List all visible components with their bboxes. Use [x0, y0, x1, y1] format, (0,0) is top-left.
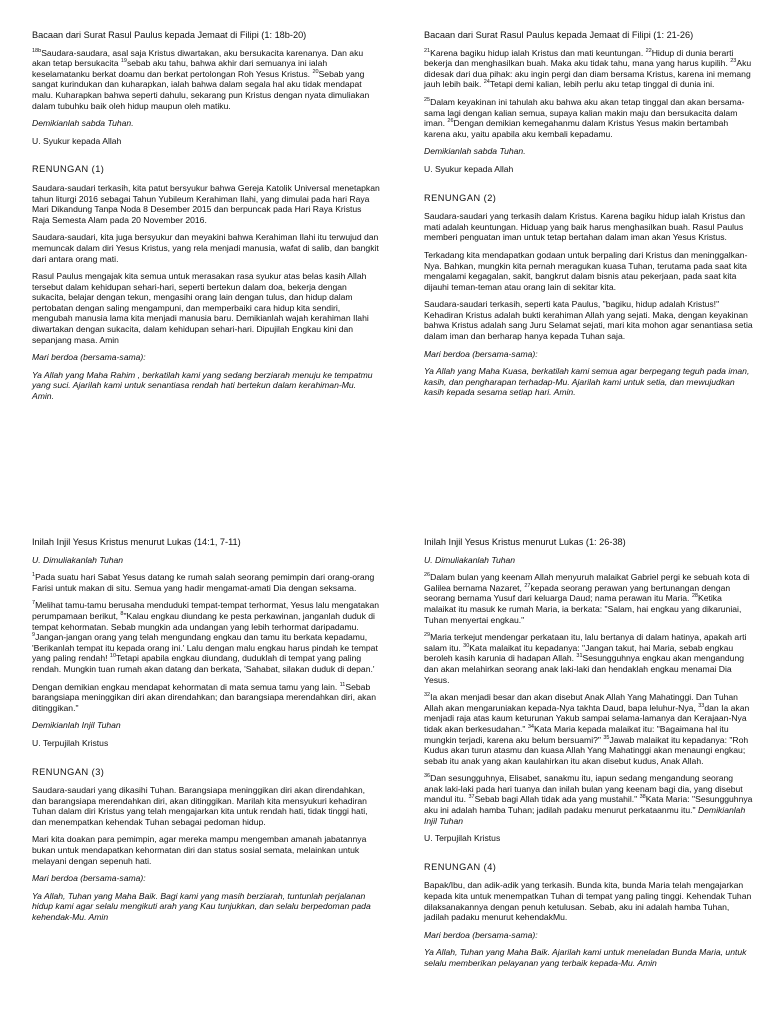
- verse-number: 35: [603, 734, 610, 741]
- paragraph: U. Syukur kepada Allah: [32, 135, 122, 146]
- italic-text: U. Dimuliakanlah Tuhan: [424, 554, 516, 565]
- paragraph: Terkadang kita mendapatkan godaan untuk berpaling dari Kristus dan meninggalkan-Nya. Bahkan, mungkin kita pernah meragukan kuasa Tuhan, terutama pada saat kita mengalami kegagalan, sakit, bangkrut dalam bisnis atau pekerjaan, pada saat kita dijauhi teman-teman atau orang lain di sekitar kita.: [424, 249, 748, 292]
- verse-number: 9: [32, 632, 36, 639]
- paragraph: Rasul Paulus mengajak kita semua untuk merasakan rasa syukur atas belas kasih Allah tersebut dalam kehidupan sehari-hari, seperti bertekun dalam doa, bekerja dengan sukacita, belajar dengan tekun, mengasihi orang lain dengan tulus, dan hidup dalam pertobatan dengan saling mengampuni, dan memperbaiki cara hidup kita sendiri, mengubah manusia lama kita menjadi manusia baru. Demikianlah wajah kerahiman Ilahi diwartakan dengan sukacita, dalam kehidupan sehari-hari. Dipujilah Engkau kini dan sepanjang masa. Amin: [32, 271, 369, 345]
- paragraph: Saudara-saudari yang dikasihi Tuhan. Barangsiapa meninggikan diri akan direndahkan, dan barangsiapa merendahkan diri, akan ditinggikan. Marilah kita mensyukuri kehadiran Tuhan dalam diri Kristus yang telah mengajarkan kita untuk rendah hati, tidak tinggi hati, dan menempatkan kehendak Tuhan sebagai pedoman hidup.: [32, 785, 368, 827]
- paragraph: $^1$Pada suatu hari Sabat Yesus datang ke rumah salah seorang pemimpin dari orang-orang Farisi untuk makan di situ. Semua yang hadir mengamat-amati Dia dengan seksama.: [32, 572, 375, 593]
- verse-number: 26: [447, 118, 454, 125]
- verse-number: 29: [424, 632, 431, 639]
- reflection-heading: RENUNGAN (3): [32, 766, 105, 777]
- verse-number: 11: [339, 681, 346, 688]
- verse-number: 24: [483, 79, 490, 86]
- verse-number: 18b: [32, 47, 42, 54]
- italic-inline: Demikianlah Injil Tuhan: [424, 805, 746, 826]
- verse-number: 23: [730, 58, 737, 65]
- paragraph: $^{26}$Dalam bulan yang keenam Allah menyuruh malaikat Gabriel pergi ke sebuah kota di Galilea bernama Nazaret, $^{27}$kepada seorang perawan yang bertunangan dengan seorang bernama Yusuf dari keluarga Daud; nama perawan itu Maria. $^{28}$Ketika malaikat itu masuk ke rumah Maria, ia berkata: "Salam, hai engkau yang dikaruniai, Tuhan menyertai engkau.": [424, 572, 750, 625]
- italic-text: Ya Allah yang Maha Rahim , berkatilah kami yang sedang berziarah menuju ke tempatmu yang suci. Ajarilah kami untuk senantiasa rendah hati bertekun dalam kerahiman-Mu. Amin.: [32, 369, 373, 402]
- verse-number: 38: [639, 794, 646, 801]
- paragraph: Saudara-saudari terkasih, kita patut bersyukur bahwa Gereja Katolik Universal menetapkan tahun liturgi 2016 sebagai Tahun Yubileum Kerahiman Ilahi, yang dimulai pada hari Raya Mari Dikandung Tanpa Noda 8 Desember 2015 dan berpuncak pada Hari Raya Kristus Raja Semesta Alam pada 20 November 2016.: [32, 182, 380, 225]
- paragraph: $^{25}$Dalam keyakinan ini tahulah aku bahwa aku akan tetap tinggal dan akan bersama-sama lagi dengan kalian semua, supaya kalian makin maju dan bersukacita dalam iman. $^{26}$Dengan demikian kemegahanmu dalam Kristus Yesus makin bertambah karena aku, yaitu apabila aku kembali kepadamu.: [424, 96, 745, 139]
- italic-text: Mari berdoa (bersama-sama):: [424, 929, 538, 940]
- reflection-heading: RENUNGAN (4): [424, 861, 497, 872]
- italic-text: Demikianlah sabda Tuhan.: [424, 146, 526, 157]
- verse-number: 27: [524, 582, 531, 589]
- verse-number: 36: [424, 773, 431, 780]
- paragraph: $^7$Melihat tamu-tamu berusaha menduduki tempat-tempat terhormat, Yesus lalu mengatakan perumpamaan berikut, $^8$"Kalau engkau diundang ke pesta perkawinan, janganlah duduk di tempat kehormatan. Sebab mungkin ada undangan yang lebih terhormat daripadamu. $^9$Jangan-jangan orang yang telah mengundang engkau dan tamu itu berkata kepadamu, 'Berikanlah tempat itu kepada orang ini.' Lalu dengan malu engkau harus pindah ke tempat yang paling rendah! $^{10}$Tetapi apabila engkau diundang, duduklah di tempat yang paling rendah. Mungkin tuan rumah akan datang dan berkata, 'Sahabat, silakan duduk di depan.': [32, 600, 380, 674]
- reading-panel-2: [424, 30, 754, 405]
- verse-number: 31: [576, 653, 583, 660]
- paragraph: U. Syukur kepada Allah: [424, 163, 514, 174]
- paragraph: Saudara-saudari terkasih, seperti kata Paulus, "bagiku, hidup adalah Kristus!" Kehadiran Kristus adalah bukti kerahiman Allah yang sejati. Maka, dengan keyakinan bahwa Kristus adalah sang Juru Selamat sejati, mari kita mohon agar senantiasa setia dalam iman dan berharap hanya kepada Tuhan saja.: [424, 299, 753, 342]
- paragraph: $^{36}$Dan sesungguhnya, Elisabet, sanakmu itu, iapun sedang mengandung seorang anak laki-laki pada hari tuanya dan inilah bulan yang keenam bagi dia, yang disebut mandul itu. $^{37}$Sebab bagi Allah tidak ada yang mustahil." $^{38}$Kata Maria: "Sesungguhnya aku ini adalah hamba Tuhan; jadilah padaku menurut perkataanmu itu." Demikianlah Injil Tuhan: [424, 773, 753, 826]
- italic-text: Demikianlah Injil Tuhan: [32, 720, 121, 731]
- italic-text: Demikianlah sabda Tuhan.: [32, 118, 134, 129]
- verse-number: 37: [468, 794, 475, 801]
- italic-text: Mari berdoa (bersama-sama):: [424, 348, 538, 359]
- italic-text: Mari berdoa (bersama-sama):: [32, 873, 146, 884]
- verse-number: 28: [691, 593, 698, 600]
- italic-text: Ya Allah, Tuhan yang Maha Baik. Ajarilah kami untuk meneladan Bunda Maria, untuk selalu memberikan pelayanan yang terbaik kepada-Mu. Amin: [424, 947, 747, 968]
- reading-title: Bacaan dari Surat Rasul Paulus kepada Jemaat di Filipi (1: 18b-20): [32, 30, 307, 40]
- verse-number: 26: [424, 572, 431, 579]
- reading-title: Inilah Injil Yesus Kristus menurut Lukas (14:1, 7-11): [32, 537, 241, 547]
- verse-number: 21: [424, 47, 431, 54]
- italic-text: U. Dimuliakanlah Tuhan: [32, 554, 124, 565]
- italic-text: Ya Allah, Tuhan yang Maha Baik. Bagi kami yang masih berziarah, tuntunlah perjalanan hidup kami agar selalu mengikuti arah yang Kau tunjukkan, dan selalu berpedoman pada kehendak-Mu. Amin: [32, 890, 371, 923]
- verse-number: 34: [527, 724, 534, 731]
- paragraph: Dengan demikian engkau mendapat kehormatan di mata semua tamu yang lain. $^{11}$Sebab barangsiapa meninggikan diri akan direndahkan; dan barangsiapa merendahkan diri, akan ditinggikan.": [32, 681, 376, 713]
- paragraph: Saudara-saudari, kita juga bersyukur dan meyakini bahwa Kerahiman Ilahi itu terwujud dan memuncak dalam diri Yesus Kristus, yang rela menjadi manusia, wafat di salib, dan bangkit dari antara orang mati.: [32, 232, 379, 264]
- verse-number: 32: [424, 692, 431, 699]
- paragraph: $^{32}$Ia akan menjadi besar dan akan disebut Anak Allah Yang Mahatinggi. Dan Tuhan Allah akan mengaruniakan kepada-Nya takhta Daud, bapa leluhur-Nya, $^{33}$dan Ia akan menjadi raja atas kaum keturunan Yakub sampai selama-lamanya dan Kerajaan-Nya tidak akan berkesudahan." $^{34}$Kata Maria kepada malaikat itu: "Bagaimana hal itu mungkin terjadi, karena aku belum bersuami?" $^{35}$Jawab malaikat itu kepadanya: "Roh Kudus akan turun atasmu dan kuasa Allah Yang Mahatinggi akan menaungi engkau; sebab itu anak yang akan kaulahirkan itu akan disebut kudus, Anak Allah.: [424, 692, 750, 766]
- reading-panel-4: [424, 537, 754, 976]
- paragraph: U. Terpujilah Kristus: [32, 737, 109, 748]
- paragraph: Saudara-saudari yang terkasih dalam Kristus. Karena bagiku hidup ialah Kristus dan mati adalah keuntungan. Hiduap yang baik harus menghasilkan buah. Rasul Paulus memberi penguatan iman untuk tetap bertahan dalam iman akan Yesus Kristus.: [424, 211, 746, 243]
- verse-number: 1: [32, 572, 36, 579]
- reflection-heading: RENUNGAN (1): [32, 164, 105, 175]
- italic-text: Ya Allah yang Maha Kuasa, berkatilah kami semua agar berpegang teguh pada iman, kasih, dan pengharapan terhadap-Mu. Ajarilah kami untuk setia, dan mewujudkan kasih kepada sesama setiap hari. Amin.: [424, 366, 750, 398]
- reading-panel-3: [32, 537, 380, 930]
- verse-number: 30: [463, 642, 470, 649]
- paragraph: U. Terpujilah Kristus: [424, 833, 501, 844]
- reading-title: Bacaan dari Surat Rasul Paulus kepada Jemaat di Filipi (1: 21-26): [424, 30, 694, 40]
- verse-number: 19: [120, 58, 127, 65]
- verse-number: 10: [109, 653, 117, 660]
- verse-number: 7: [32, 600, 36, 607]
- verse-number: 22: [645, 47, 652, 54]
- reading-title: Inilah Injil Yesus Kristus menurut Lukas (1: 26-38): [424, 537, 626, 547]
- verse-number: 8: [120, 611, 124, 618]
- paragraph: Mari kita doakan para pemimpin, agar mereka mampu mengemban amanah jabatannya bukan untuk mendapatkan kehormatan diri dan status sosial semata, melainkan untuk melayani dengan sepenuh hati.: [32, 834, 367, 866]
- paragraph: $^{29}$Maria terkejut mendengar perkataan itu, lalu bertanya di dalam hatinya, apakah arti salam itu. $^{30}$Kata malaikat itu kepadanya: "Jangan takut, hai Maria, sebab engkau beroleh kasih karunia di hadapan Allah. $^{31}$Sesungguhnya engkau akan mengandung dan akan melahirkan seorang anak laki-laki dan hendaklah engkau menamai Dia Yesus.: [424, 632, 747, 685]
- verse-number: 20: [312, 68, 319, 75]
- verse-number: 33: [698, 702, 705, 709]
- paragraph: Bapak/Ibu, dan adik-adik yang terkasih. Bunda kita, bunda Maria telah mengajarkan kepada kita untuk menempatkan Tuhan di tempat yang paling tinggi. Kehendak Tuhan dilaksanakannya dengan penuh ketulusan. Sebab, aku ini adalah hamba Tuhan, jadilah padaku menurut kehendakMu.: [424, 880, 752, 923]
- verse-number: 25: [424, 97, 431, 104]
- paragraph: $^{21}$Karena bagiku hidup ialah Kristus dan mati keuntungan. $^{22}$Hidup di dunia berarti bekerja dan menghasilkan buah. Maka aku tidak tahu, mana yang harus kupilih. $^{23}$Aku didesak dari dua pihak: aku ingin pergi dan diam bersama Kristus, karena ini memang jauh lebih baik. $^{24}$Tetapi demi kalian, lebih perlu aku tetap tinggal di dunia ini.: [424, 47, 752, 90]
- reflection-heading: RENUNGAN (2): [424, 192, 497, 203]
- italic-text: Mari berdoa (bersama-sama):: [32, 352, 146, 363]
- paragraph: $^{18b}$Saudara-saudara, asal saja Kristus diwartakan, aku bersukacita karenanya. Dan aku akan tetap bersukacita $^{19}$sebab aku tahu, bahwa akhir dari semuanya ini ialah keselamatanku berkat doamu dan berkat pertolongan Roh Yesus Kristus. $^{20}$Sebab yang sangat kurindukan dan kuharapkan, ialah bahwa dalam segala hal aku tidak mendapat malu. Kuharapkan bahwa seperti dahulu, sekarang pun Kristus dengan nyata dimuliakan dalam tubuhku baik oleh hidup maupun oleh matiku.: [32, 47, 370, 111]
- reading-panel-1: [32, 30, 380, 409]
